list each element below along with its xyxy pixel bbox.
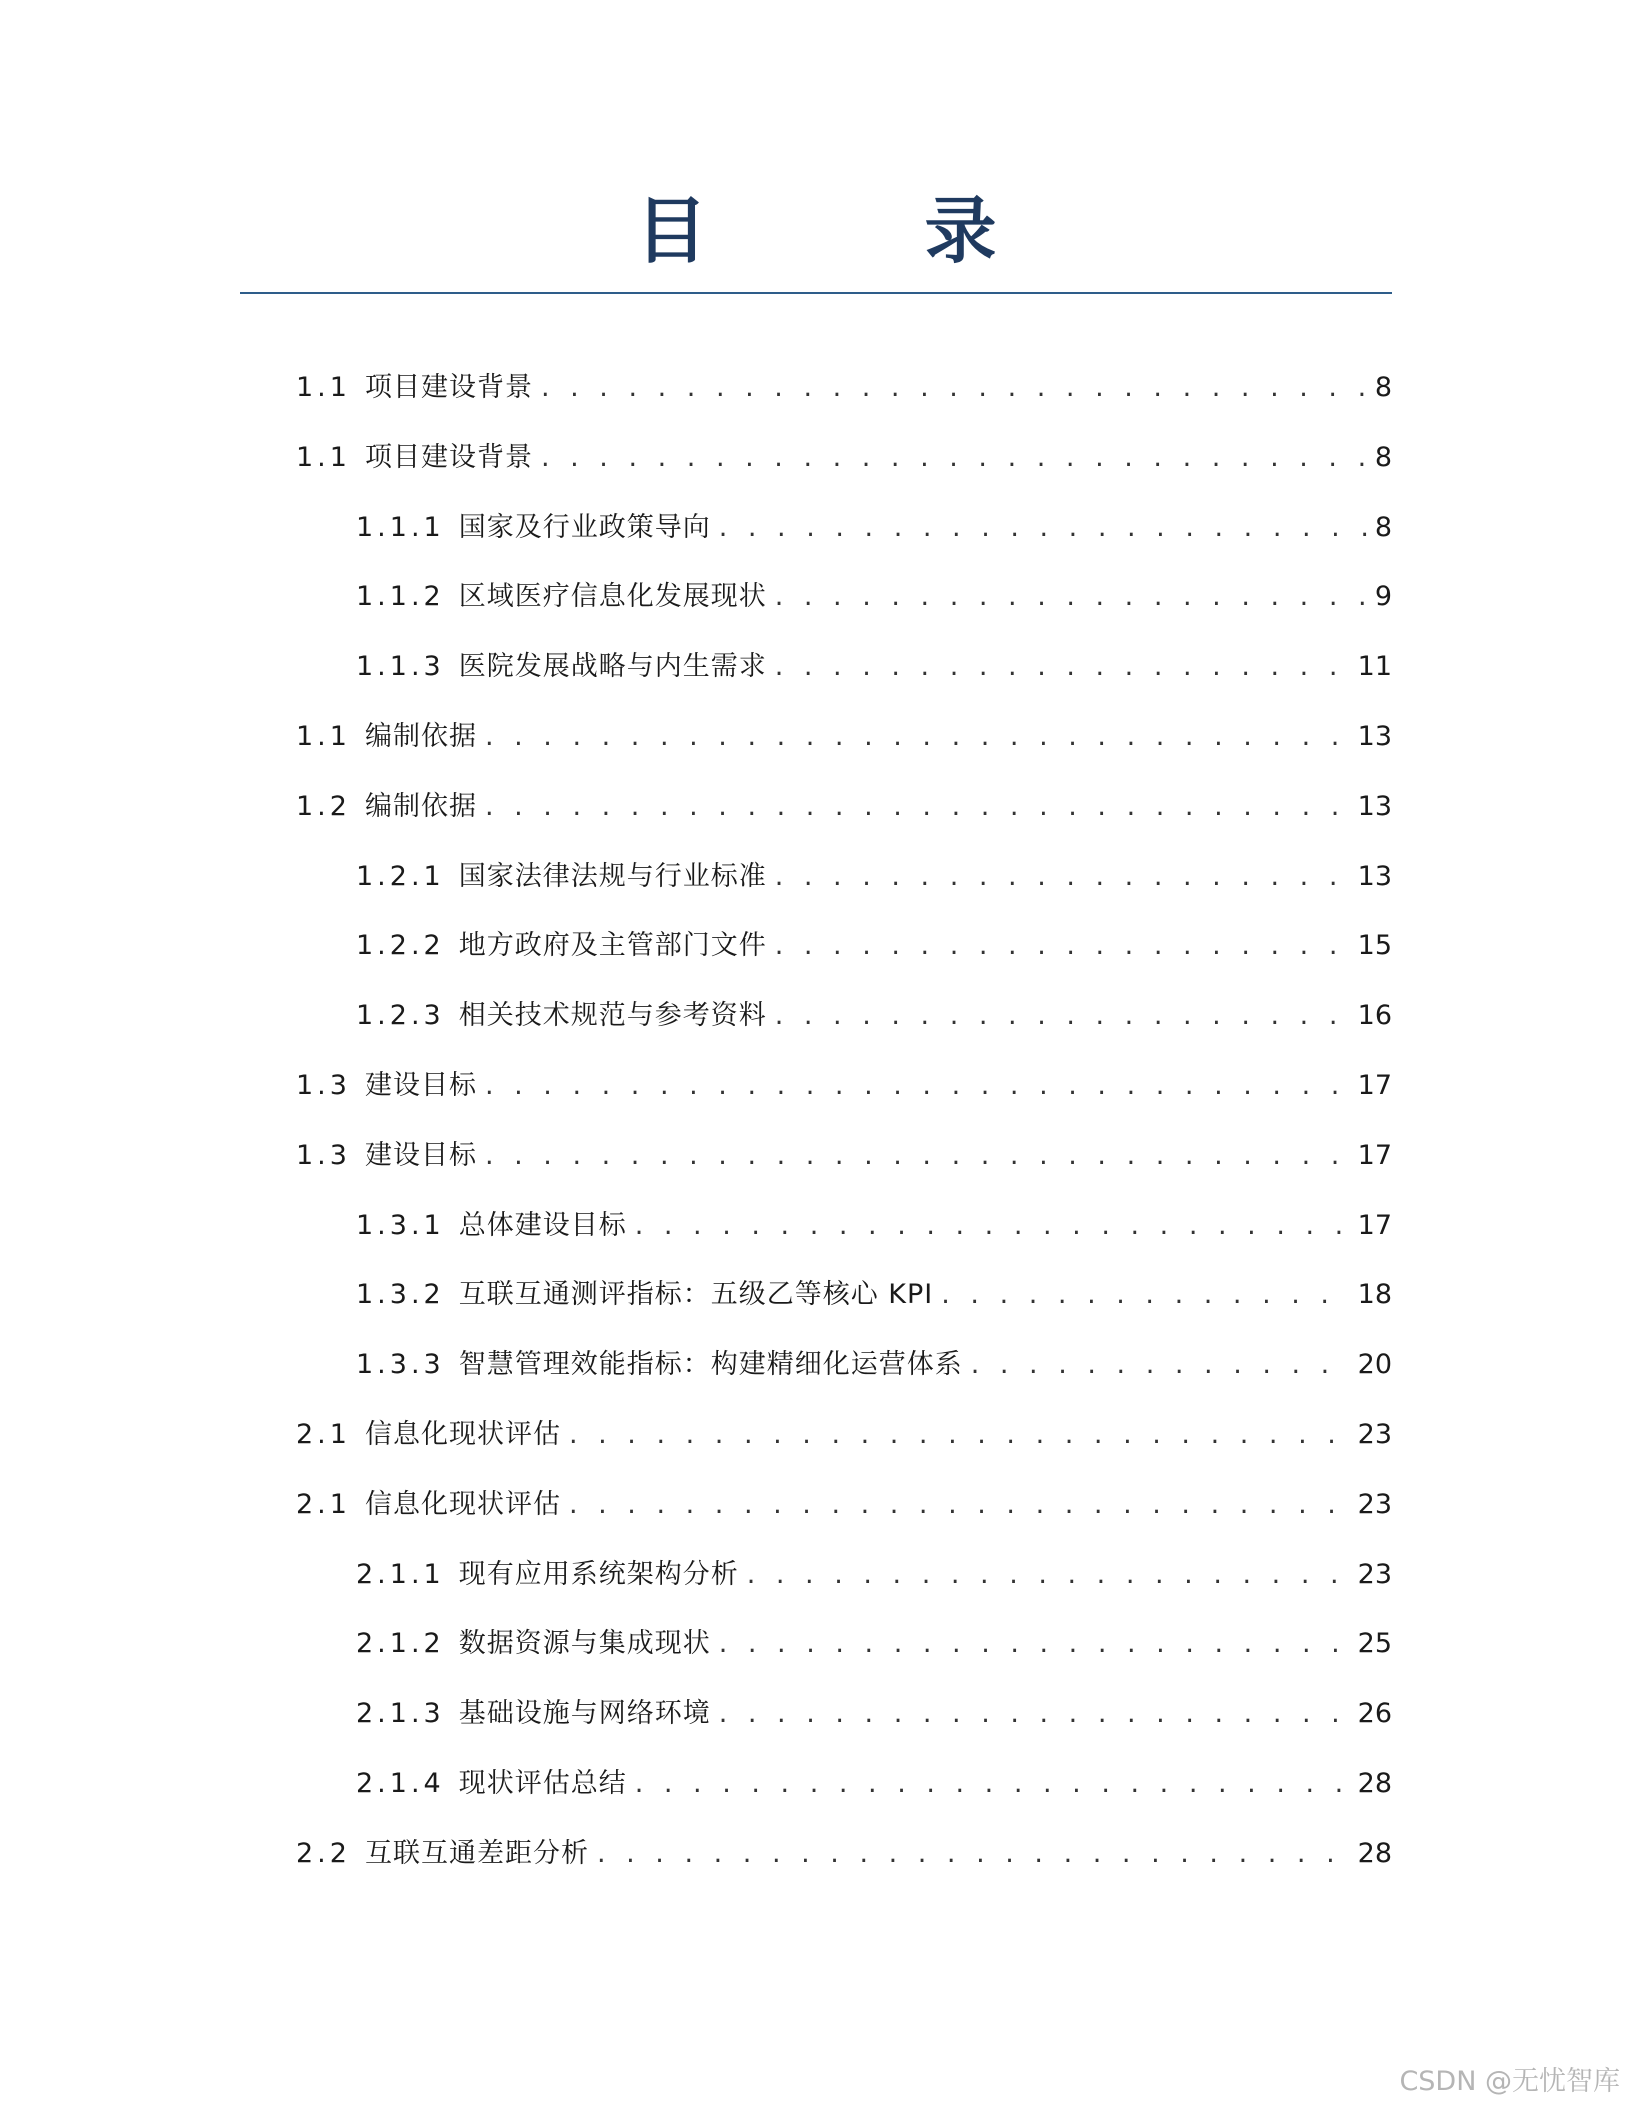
toc-entry[interactable] [296, 1483, 1392, 1527]
toc-entry[interactable] [296, 1064, 1392, 1108]
toc-entry[interactable] [296, 1832, 1392, 1876]
toc-entry-page: 15 [1357, 930, 1392, 961]
toc-entry-number: 1.2 [296, 791, 351, 822]
toc-entry-title: 互联互通差距分析 [364, 1838, 589, 1869]
toc-dot-leader [635, 1762, 1352, 1806]
toc-entry-number: 1.2.3 [356, 1000, 445, 1031]
toc-entry-number: 1.3.2 [356, 1279, 445, 1310]
toc-entry-page: 26 [1357, 1698, 1392, 1729]
toc-dot-leader [941, 1273, 1351, 1317]
watermark: CSDN @无忧智库 [1399, 2066, 1620, 2097]
toc-dot-leader [485, 1134, 1352, 1178]
toc-entry-page: 16 [1357, 1000, 1392, 1031]
toc-entry-page: 11 [1357, 651, 1392, 682]
toc-entry-title: 相关技术规范与参考资料 [458, 1000, 767, 1031]
toc-entry-number: 1.2.1 [356, 861, 445, 892]
toc-entry-title: 国家及行业政策导向 [458, 512, 711, 543]
toc-entry-number: 2.1 [296, 1419, 351, 1450]
toc-entry-number: 2.1.3 [356, 1698, 445, 1729]
toc-entry-title: 智慧管理效能指标：构建精细化运营体系 [458, 1349, 963, 1380]
toc-dot-leader [719, 1692, 1352, 1736]
toc-entry[interactable] [356, 575, 1392, 619]
toc-entry[interactable] [356, 994, 1392, 1038]
toc-dot-leader [775, 855, 1352, 899]
toc-entry-number: 2.2 [296, 1838, 351, 1869]
toc-dot-leader [541, 436, 1369, 480]
toc-entry-page: 23 [1357, 1419, 1392, 1450]
toc-dot-leader [635, 1204, 1352, 1248]
toc-entry-title: 现状评估总结 [458, 1768, 627, 1799]
toc-entry-title: 项目建设背景 [364, 372, 533, 403]
toc-entry-title: 建设目标 [364, 1140, 477, 1171]
toc-entry-number: 1.1 [296, 372, 351, 403]
toc-entry-page: 17 [1357, 1210, 1392, 1241]
toc-dot-leader [485, 715, 1352, 759]
toc-dot-leader [971, 1343, 1352, 1387]
toc-entry[interactable] [356, 1692, 1392, 1736]
toc-entry[interactable] [356, 855, 1392, 899]
toc-entry[interactable] [356, 1553, 1392, 1597]
toc-entry[interactable] [296, 1413, 1392, 1457]
toc-entry-page: 13 [1357, 861, 1392, 892]
toc-entry-title: 互联互通测评指标：五级乙等核心 KPI [458, 1279, 934, 1310]
toc-dot-leader [569, 1413, 1352, 1457]
toc-dot-leader [775, 645, 1352, 689]
toc-entry-number: 1.3.3 [356, 1349, 445, 1380]
toc-entry-number: 1.1.2 [356, 581, 445, 612]
toc-entry-page: 25 [1357, 1628, 1392, 1659]
toc-entry[interactable] [356, 1273, 1392, 1317]
toc-dot-leader [597, 1832, 1352, 1876]
toc-entry-page: 13 [1357, 721, 1392, 752]
toc-entry-number: 1.1 [296, 721, 351, 752]
toc-entry[interactable] [356, 645, 1392, 689]
toc-entry-number: 1.1.3 [356, 651, 445, 682]
toc-entry-title: 编制依据 [364, 791, 477, 822]
toc-entry[interactable] [356, 1762, 1392, 1806]
toc-entry-number: 2.1.2 [356, 1628, 445, 1659]
toc-dot-leader [747, 1553, 1352, 1597]
toc-entry-title: 基础设施与网络环境 [458, 1698, 711, 1729]
toc-dot-leader [485, 1064, 1352, 1108]
toc-entry[interactable] [296, 436, 1392, 480]
toc-entry-title: 区域医疗信息化发展现状 [458, 581, 767, 612]
toc-entry-page: 23 [1357, 1489, 1392, 1520]
toc-entry-page: 8 [1374, 512, 1392, 543]
toc-entry-page: 8 [1374, 442, 1392, 473]
toc-entry-title: 国家法律法规与行业标准 [458, 861, 767, 892]
toc-entry-title: 现有应用系统架构分析 [458, 1559, 739, 1590]
toc-dot-leader [775, 575, 1369, 619]
toc-entry-page: 18 [1357, 1279, 1392, 1310]
toc-entry-number: 1.1.1 [356, 512, 445, 543]
toc-entry-page: 28 [1357, 1768, 1392, 1799]
toc-entry-title: 地方政府及主管部门文件 [458, 930, 767, 961]
toc-entry-number: 2.1 [296, 1489, 351, 1520]
toc-entry-title: 总体建设目标 [458, 1210, 627, 1241]
toc-dot-leader [775, 994, 1352, 1038]
toc-entry-number: 1.3 [296, 1070, 351, 1101]
toc-entry-title: 建设目标 [364, 1070, 477, 1101]
toc-title: 目 录 [635, 189, 1093, 273]
toc-entry[interactable] [296, 1134, 1392, 1178]
toc-entry[interactable] [356, 1204, 1392, 1248]
toc-dot-leader [485, 785, 1352, 829]
toc-entry-title: 项目建设背景 [364, 442, 533, 473]
toc-entry[interactable] [296, 366, 1392, 410]
toc-entry-number: 1.1 [296, 442, 351, 473]
toc-dot-leader [541, 366, 1369, 410]
toc-entry-number: 1.3.1 [356, 1210, 445, 1241]
title-divider [240, 292, 1392, 294]
toc-entry-title: 信息化现状评估 [364, 1489, 561, 1520]
toc-entry-number: 2.1.4 [356, 1768, 445, 1799]
toc-entry-title: 信息化现状评估 [364, 1419, 561, 1450]
toc-entry[interactable] [356, 1343, 1392, 1387]
toc-entry[interactable] [296, 785, 1392, 829]
toc-entry-number: 2.1.1 [356, 1559, 445, 1590]
toc-entry-title: 数据资源与集成现状 [458, 1628, 711, 1659]
toc-entry-page: 9 [1374, 581, 1392, 612]
toc-dot-leader [569, 1483, 1352, 1527]
toc-entry[interactable] [356, 924, 1392, 968]
toc-entry-page: 23 [1357, 1559, 1392, 1590]
toc-entry-page: 17 [1357, 1140, 1392, 1171]
toc-entry[interactable] [356, 506, 1392, 550]
toc-entry-page: 13 [1357, 791, 1392, 822]
toc-entry-page: 28 [1357, 1838, 1392, 1869]
toc-entry-page: 17 [1357, 1070, 1392, 1101]
toc-entry[interactable] [356, 1622, 1392, 1666]
toc-entry[interactable] [296, 715, 1392, 759]
toc-entry-page: 20 [1357, 1349, 1392, 1380]
toc-dot-leader [719, 1622, 1352, 1666]
toc-entry-title: 医院发展战略与内生需求 [458, 651, 767, 682]
toc-entry-number: 1.2.2 [356, 930, 445, 961]
toc-entry-number: 1.3 [296, 1140, 351, 1171]
toc-dot-leader [775, 924, 1352, 968]
toc-entry-page: 8 [1374, 372, 1392, 403]
toc-entry-title: 编制依据 [364, 721, 477, 752]
toc-dot-leader [719, 506, 1369, 550]
